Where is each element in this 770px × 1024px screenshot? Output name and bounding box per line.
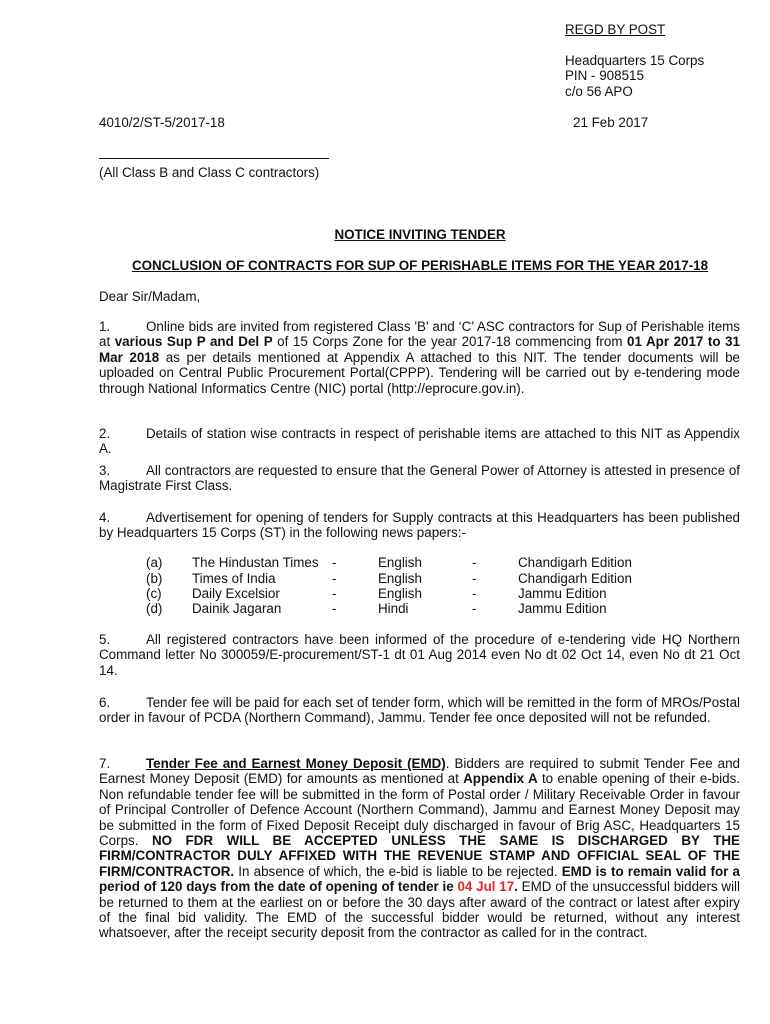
paragraph-5: 5. All registered contractors have been informed of the procedure of e-tendering vide HQ Northern Command letter No 300059/E-procurement/ST-1 dt 01 Aug 2014 even No dt 02 Oct 14, even No dt 21 Oct 14. xyxy=(99,632,740,678)
paragraph-7: 7. Tender Fee and Earnest Money Deposit (EMD). Bidders are required to submit Tender Fee and Earnest Money Deposit (EMD) for amounts as mentioned at Appendix A to enable opening of their e-bids. Non refundable tender fee will be submitted in the form of Postal order / Military Receivable Order in favour of Principal Controller of Defence Account (Northern Command), Jammu and Earnest Money Deposit may be submitted in the form of Fixed Deposit Receipt duly discharged in favour of Brig ASC, Headquarters 15 Corps. NO FDR WILL BE ACCEPTED UNLESS THE SAME IS DISCHARGED BY THE FIRM/CONTRACTOR DULY AFFIXED WITH THE REVENUE STAMP AND OFFICIAL SEAL OF THE FIRM/CONTRACTOR. In absence of which, the e-bid is liable to be rejected. EMD is to remain valid for a period of 120 days from the date of opening of tender ie 04 Jul 17. EMD of the unsuccessful bidders will be returned to them at the earliest on or before the 30 days after award of the contract or latest after expiry of the final bid validity. The EMD of the successful bidder would be returned, without any interest whatsoever, after the receipt security deposit from the contractor as called for in the contract. xyxy=(99,756,741,941)
paragraph-2: 2. Details of station wise contracts in respect of perishable items are attached to this NIT as Appendix A. xyxy=(99,426,740,457)
paragraph-number: 7. xyxy=(99,756,111,771)
addressee: (All Class B and Class C contractors) xyxy=(99,165,320,180)
tender-notice-page: REGD BY POST Headquarters 15 Corps PIN - 908515 c/o 56 APO 4010/2/ST-5/2017-18 21 Feb 2017 (All Class B and Class C contractors) NOTICE INVITING TENDER CONCLUSION OF CONTRACTS FOR SUP OF PERISHABLE ITEMS FOR THE YEAR 2017-18 Dear Sir/Madam, 1. Online bids are invited from registered Class 'B' and ‘C’ ASC contractors for Sup of Perishable items at various Sup P and Del P of 15 Corps Zone for the year 2017-18 commencing from 01 Apr 2017 to 31 Mar 2018 as per details mentioned at Appendix A attached to this NIT. The tender documents will be uploaded on Central Public Procurement Portal(CPPP). Tendering will be carried out by e-tendering mode through National Informatics Centre (NIC) portal (http://eprocure.gov.in). 2. Details of station wise contracts in respect of perishable items are attached to this NIT as Appendix A. 3. All contractors are requested to ensure that the General Power of Attorney is attested in presence of Magistrate First Class. 4. Advertisement for opening of tenders for Supply contracts at this Headquarters has been published by Headquarters 15 Corps (ST) in the following news papers:- (a) The Hindustan Times - English - Chandigarh Edition (b) Times of India - English - Chandigarh Edition (c) Daily Excelsior - English - Jammu Edition (d) Dainik Jagaran - Hindi - Jammu Edition 5. All registered contractors have been informed of the procedure of e-tendering vide HQ Northern Command letter No 300059/E-procurement/ST-1 dt 01 Aug 2014 even No dt 02 Oct 14, even No dt 21 Oct 14. 6. Tender fee will be paid for each set of tender form, which will be remitted in the form of MROs/Postal order in favour of PCDA (Northern Command), Jammu. Tender fee once deposited will not be refunded. 7. Tender Fee and Earnest Money Deposit (EMD). Bidders are required to submit Tender Fee and Earnest Money Deposit (EMD) for amounts as mentioned at Appendix A to enable opening of their e-bids. Non refundable tender fee will be submitted in the form of Postal order / Military Receivable Order in favour of Principal Controller of Defence Account (Northern Command), Jammu and Earnest Money Deposit may be submitted in the form of Fixed Deposit Receipt duly discharged in favour of Brig ASC, Headquarters 15 Corps. NO FDR WILL BE ACCEPTED UNLESS THE SAME IS DISCHARGED BY THE FIRM/CONTRACTOR DULY AFFIXED WITH THE REVENUE STAMP AND OFFICIAL SEAL OF THE FIRM/CONTRACTOR. In absence of which, the e-bid is liable to be rejected. EMD is to remain valid for a period of 120 days from the date of opening of tender ie 04 Jul 17. EMD of the unsuccessful bidders will be returned to them at the earliest on or before the 30 days after award of the contract or latest after expiry of the final bid validity. The EMD of the successful bidder would be returned, without any interest whatsoever, after the receipt security deposit from the contractor as called for in the contract. xyxy=(0,0,770,1024)
address-line-3: c/o 56 APO xyxy=(565,84,633,99)
paragraph-6: 6. Tender fee will be paid for each set of tender form, which will be remitted in the form of MROs/Postal order in favour of PCDA (Northern Command), Jammu. Tender fee once deposited will not be refunded. xyxy=(99,695,740,726)
addressee-rule xyxy=(99,158,329,159)
paragraph-number: 6. xyxy=(99,695,111,710)
emd-heading: Tender Fee and Earnest Money Deposit (EMD) xyxy=(146,756,446,771)
emd-validity-date: 04 Jul 17 xyxy=(457,879,515,895)
notice-subject: CONCLUSION OF CONTRACTS FOR SUP OF PERISHABLE ITEMS FOR THE YEAR 2017-18 xyxy=(131,258,709,273)
letter-date: 21 Feb 2017 xyxy=(573,115,649,130)
paragraph-1: 1. Online bids are invited from registered Class 'B' and ‘C’ ASC contractors for Sup of Perishable items at various Sup P and Del P of 15 Corps Zone for the year 2017-18 commencing from 01 Apr 2017 to 31 Mar 2018 as per details mentioned at Appendix A attached to this NIT. The tender documents will be uploaded on Central Public Procurement Portal(CPPP). Tendering will be carried out by e-tendering mode through National Informatics Centre (NIC) portal (http://eprocure.gov.in). xyxy=(99,319,740,396)
address-line-2: PIN - 908515 xyxy=(565,68,644,83)
paragraph-number: 2. xyxy=(99,426,111,441)
paragraph-number: 4. xyxy=(99,510,111,525)
paragraph-number: 1. xyxy=(99,319,111,334)
salutation: Dear Sir/Madam, xyxy=(99,289,201,304)
paragraph-number: 3. xyxy=(99,463,111,478)
paragraph-number: 5. xyxy=(99,632,111,647)
notice-title: NOTICE INVITING TENDER xyxy=(334,227,506,242)
paragraph-3: 3. All contractors are requested to ensure that the General Power of Attorney is attested in presence of Magistrate First Class. xyxy=(99,463,740,494)
address-line-1: Headquarters 15 Corps xyxy=(565,53,705,68)
regd-by-post-label: REGD BY POST xyxy=(565,22,666,37)
reference-number: 4010/2/ST-5/2017-18 xyxy=(99,115,225,130)
paragraph-4: 4. Advertisement for opening of tenders for Supply contracts at this Headquarters has been published by Headquarters 15 Corps (ST) in the following news papers:- xyxy=(99,510,740,541)
